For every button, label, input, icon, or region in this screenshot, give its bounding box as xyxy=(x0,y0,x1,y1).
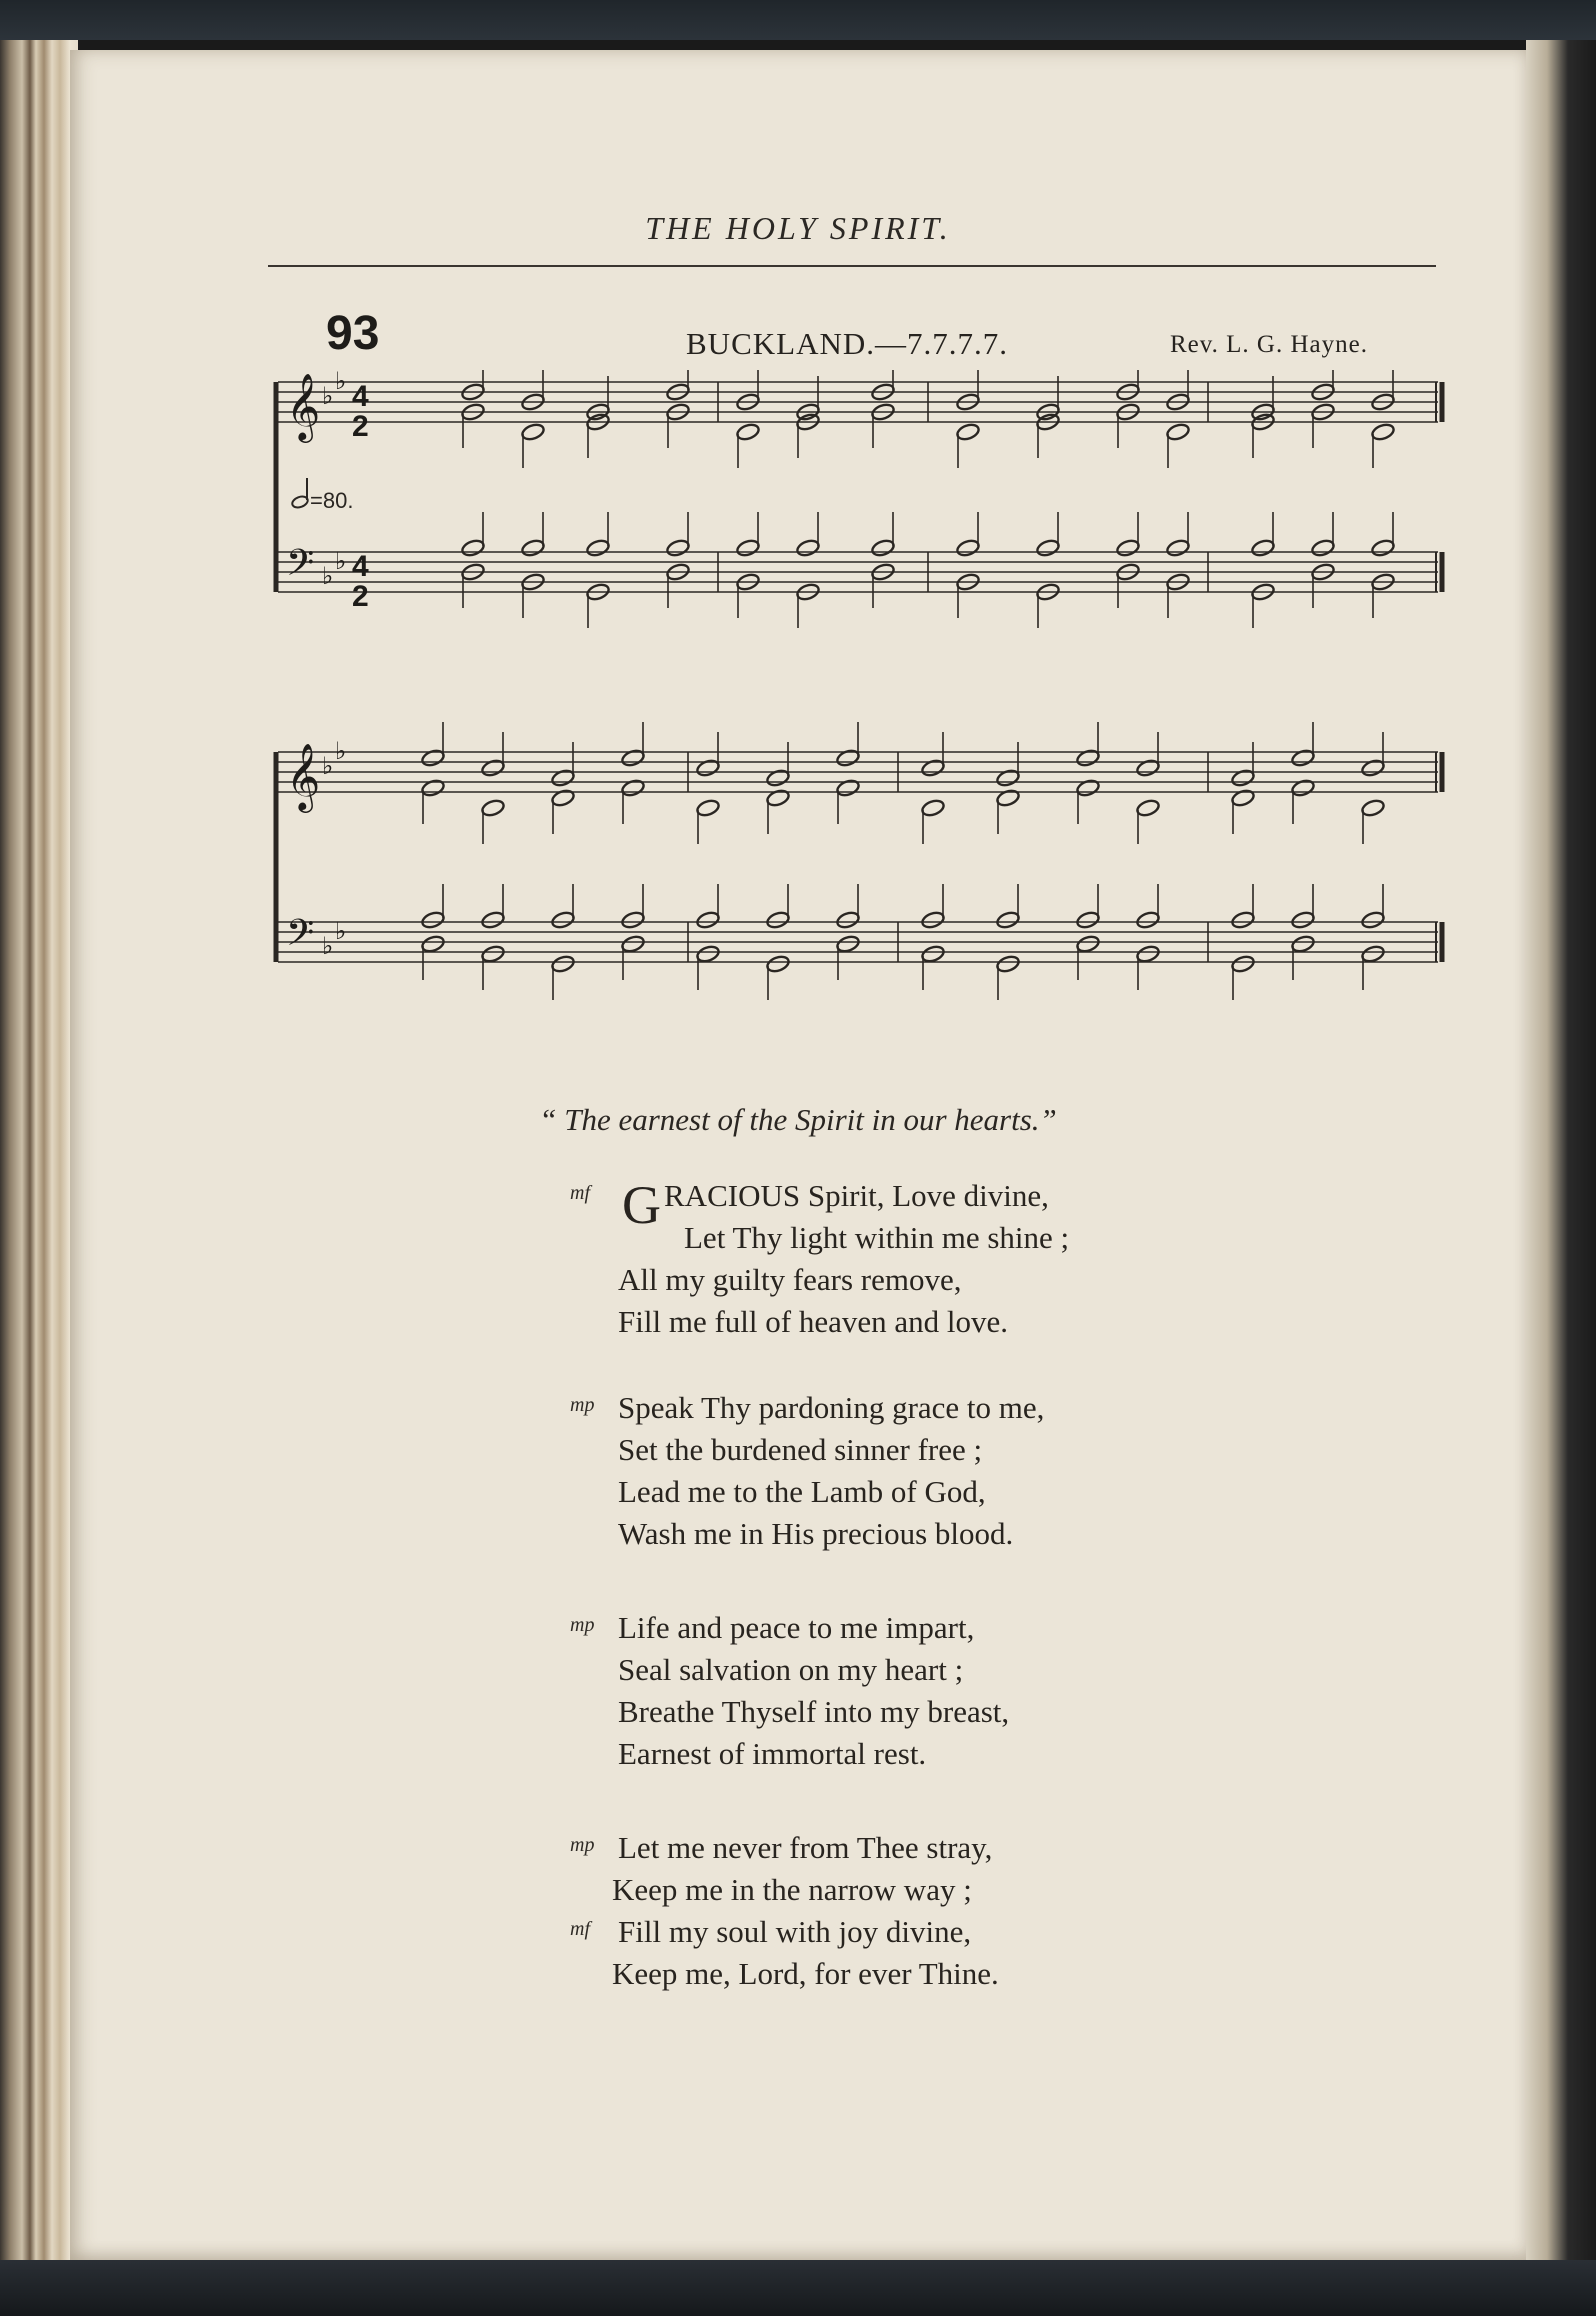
half-note xyxy=(460,538,485,558)
half-note xyxy=(620,778,645,798)
half-note xyxy=(620,934,645,954)
half-note xyxy=(1360,758,1385,778)
half-note xyxy=(520,422,545,442)
half-note xyxy=(1230,768,1255,788)
book-cover-top xyxy=(0,0,1596,40)
book-cover-bottom xyxy=(0,2260,1596,2316)
half-note xyxy=(735,538,760,558)
verse-line: Fill my soul with joy divine, xyxy=(618,1914,972,1949)
half-note xyxy=(550,954,575,974)
half-note xyxy=(920,798,945,818)
verse-line: Keep me, Lord, for ever Thine. xyxy=(612,1956,999,1991)
half-note xyxy=(1290,748,1315,768)
epigraph: “ The earnest of the Spirit in our hearts.” xyxy=(539,1102,1057,1137)
flat-icon: ♭ xyxy=(322,932,334,960)
half-note xyxy=(1360,910,1385,930)
half-note xyxy=(585,538,610,558)
half-note xyxy=(995,954,1020,974)
verse-line: Fill me full of heaven and love. xyxy=(618,1304,1008,1339)
music-score xyxy=(268,370,1448,1010)
half-note xyxy=(835,778,860,798)
treble-clef-icon: 𝄞 xyxy=(286,742,321,810)
hymn-number: 93 xyxy=(326,307,380,360)
flat-icon: ♭ xyxy=(322,562,334,590)
verse-line: Speak Thy pardoning grace to me, xyxy=(618,1390,1045,1425)
half-note xyxy=(1290,778,1315,798)
half-note xyxy=(550,788,575,808)
half-note xyxy=(920,758,945,778)
half-note xyxy=(1290,934,1315,954)
verse-line: Life and peace to me impart, xyxy=(618,1610,975,1645)
half-note xyxy=(480,798,505,818)
half-note xyxy=(995,788,1020,808)
half-note xyxy=(1370,422,1395,442)
half-note xyxy=(1075,910,1100,930)
half-note xyxy=(765,788,790,808)
half-note xyxy=(550,768,575,788)
verse-line: Wash me in His precious blood. xyxy=(618,1516,1014,1551)
half-note xyxy=(920,944,945,964)
half-note xyxy=(520,538,545,558)
time-sig-bass-bottom: 2 xyxy=(352,580,369,613)
bass-clef-icon: 𝄢 xyxy=(286,542,315,593)
verse-line: Lead me to the Lamb of God, xyxy=(618,1474,986,1509)
page-edges-left xyxy=(0,40,78,2265)
half-note xyxy=(1035,538,1060,558)
half-note xyxy=(995,910,1020,930)
half-note xyxy=(1230,910,1255,930)
half-note xyxy=(1075,778,1100,798)
half-note xyxy=(1230,788,1255,808)
half-note xyxy=(420,748,445,768)
half-note xyxy=(695,910,720,930)
half-note xyxy=(955,538,980,558)
verse-line: Earnest of immortal rest. xyxy=(618,1736,927,1771)
verse-line: Let Thy light within me shine ; xyxy=(684,1220,1070,1255)
half-note xyxy=(695,798,720,818)
verse-line: All my guilty fears remove, xyxy=(618,1262,962,1297)
treble-clef-icon: 𝄞 xyxy=(286,372,321,440)
half-note xyxy=(420,910,445,930)
half-note xyxy=(920,910,945,930)
half-note xyxy=(1290,910,1315,930)
half-note xyxy=(1115,538,1140,558)
half-note xyxy=(1310,538,1335,558)
dynamic-mark: mp xyxy=(570,1834,595,1856)
time-sig-treble-bottom: 2 xyxy=(352,410,369,443)
flat-icon: ♭ xyxy=(322,382,334,410)
dynamic-mark: mp xyxy=(570,1614,595,1636)
half-note xyxy=(765,954,790,974)
half-note xyxy=(1135,758,1160,778)
half-note xyxy=(1075,748,1100,768)
flat-icon: ♭ xyxy=(335,370,347,395)
half-note xyxy=(1165,538,1190,558)
flat-icon: ♭ xyxy=(335,547,347,575)
half-note xyxy=(1075,934,1100,954)
half-note xyxy=(835,934,860,954)
flat-icon: ♭ xyxy=(322,752,334,780)
composer-credit: Rev. L. G. Hayne. xyxy=(1170,331,1368,358)
half-note xyxy=(695,758,720,778)
flat-icon: ♭ xyxy=(335,737,347,765)
half-note xyxy=(550,910,575,930)
half-note xyxy=(480,944,505,964)
half-note xyxy=(420,778,445,798)
verse-line: Keep me in the narrow way ; xyxy=(612,1872,972,1907)
half-note xyxy=(1230,954,1255,974)
flat-icon: ♭ xyxy=(335,917,347,945)
half-note xyxy=(1135,798,1160,818)
half-note xyxy=(480,758,505,778)
verse-line: Set the burdened sinner free ; xyxy=(618,1432,983,1467)
half-note xyxy=(695,944,720,964)
half-note xyxy=(665,538,690,558)
half-note xyxy=(620,910,645,930)
half-note xyxy=(1135,910,1160,930)
dynamic-mark: mf xyxy=(570,1918,590,1940)
verse-line: Breathe Thyself into my breast, xyxy=(618,1694,1010,1729)
half-note xyxy=(765,910,790,930)
half-note xyxy=(765,768,790,788)
tempo-mark: =80. xyxy=(310,488,354,513)
half-note xyxy=(1165,422,1190,442)
time-sig-bass-top: 4 xyxy=(352,550,369,583)
dynamic-mark: mp xyxy=(570,1394,595,1416)
half-note xyxy=(835,910,860,930)
bass-clef-icon: 𝄢 xyxy=(286,912,315,963)
header-rule xyxy=(268,265,1436,267)
half-note xyxy=(955,422,980,442)
dynamic-mark: mf xyxy=(570,1182,590,1204)
tune-name: BUCKLAND.—7.7.7.7. xyxy=(686,326,1008,361)
half-note xyxy=(1250,538,1275,558)
half-note xyxy=(795,538,820,558)
verse-line: RACIOUS Spirit, Love divine, xyxy=(664,1178,1049,1213)
half-note xyxy=(1135,944,1160,964)
running-head: THE HOLY SPIRIT. xyxy=(645,210,951,246)
half-note xyxy=(1360,798,1385,818)
page-edge-right xyxy=(1526,40,1596,2265)
drop-cap: G xyxy=(622,1175,661,1235)
half-note xyxy=(1370,538,1395,558)
half-note xyxy=(995,768,1020,788)
half-note xyxy=(1360,944,1385,964)
half-note xyxy=(835,748,860,768)
half-note xyxy=(480,910,505,930)
half-note xyxy=(735,422,760,442)
time-sig-treble-top: 4 xyxy=(352,380,369,413)
verse-line: Seal salvation on my heart ; xyxy=(618,1652,964,1687)
half-note xyxy=(870,538,895,558)
half-note xyxy=(620,748,645,768)
verse-line: Let me never from Thee stray, xyxy=(618,1830,993,1865)
half-note xyxy=(420,934,445,954)
